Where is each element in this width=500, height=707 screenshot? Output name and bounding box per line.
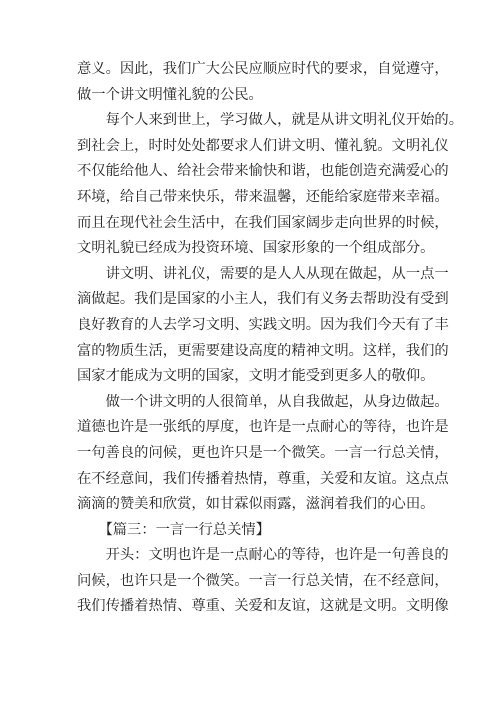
text-line: 做一个讲文明的人很简单，从自我做起，从身边做起。 <box>77 393 449 410</box>
body-text <box>77 57 464 620</box>
text-line: 滴做起。我们是国家的小主人，我们有义务去帮助没有受到 <box>77 291 449 308</box>
text-line: 问候，也许只是一个微笑。一言一行总关情，在不经意间， <box>77 572 449 589</box>
text-line: 国家才能成为文明的国家，文明才能受到更多人的敬仰。 <box>77 368 435 385</box>
text-line: 在不经意间，我们传播着热情，尊重，关爱和友谊。这点点 <box>77 470 449 487</box>
text-line: 开头：文明也许是一点耐心的等待，也许是一句善良的 <box>77 547 449 564</box>
text-line: 不仅能给他人、给社会带来愉快和谐，也能创造充满爱心的 <box>77 163 449 180</box>
text-line: 环境，给自己带来快乐，带来温馨，还能给家庭带来幸福。 <box>77 188 449 205</box>
text-line: 到社会上，时时处处都要求人们讲文明、懂礼貌。文明礼仪 <box>77 137 449 154</box>
text-line: 讲文明、讲礼仪，需要的是人人从现在做起，从一点一 <box>77 265 449 282</box>
section-heading: 【篇三：一言一行总关情】 <box>77 521 271 538</box>
text-line: 做一个讲文明懂礼貌的公民。 <box>77 86 263 103</box>
text-line: 而且在现代社会生活中，在我们国家阔步走向世界的时候， <box>77 214 449 231</box>
text-line: 意义。因此，我们广大公民应顺应时代的要求，自觉遵守， <box>77 61 449 77</box>
text-line: 良好教育的人去学习文明、实践文明。因为我们今天有了丰 <box>77 316 449 333</box>
text-line: 一句善良的问候，更也许只是一个微笑。一言一行总关情， <box>77 444 449 461</box>
text-line: 滴滴的赞美和欣赏，如甘霖似雨露，滋润着我们的心田。 <box>77 496 435 513</box>
text-line: 每个人来到世上，学习做人，就是从讲文明礼仪开始的。 <box>77 112 464 129</box>
text-line: 富的物质生活，更需要建设高度的精神文明。这样，我们的 <box>77 342 449 359</box>
text-line: 文明礼貌已经成为投资环境、国家形象的一个组成部分。 <box>77 240 435 257</box>
text-line: 道德也许是一张纸的厚度，也许是一点耐心的等待，也许是 <box>77 419 449 436</box>
text-line: 我们传播着热情、尊重、关爱和友谊，这就是文明。文明像 <box>77 598 449 615</box>
